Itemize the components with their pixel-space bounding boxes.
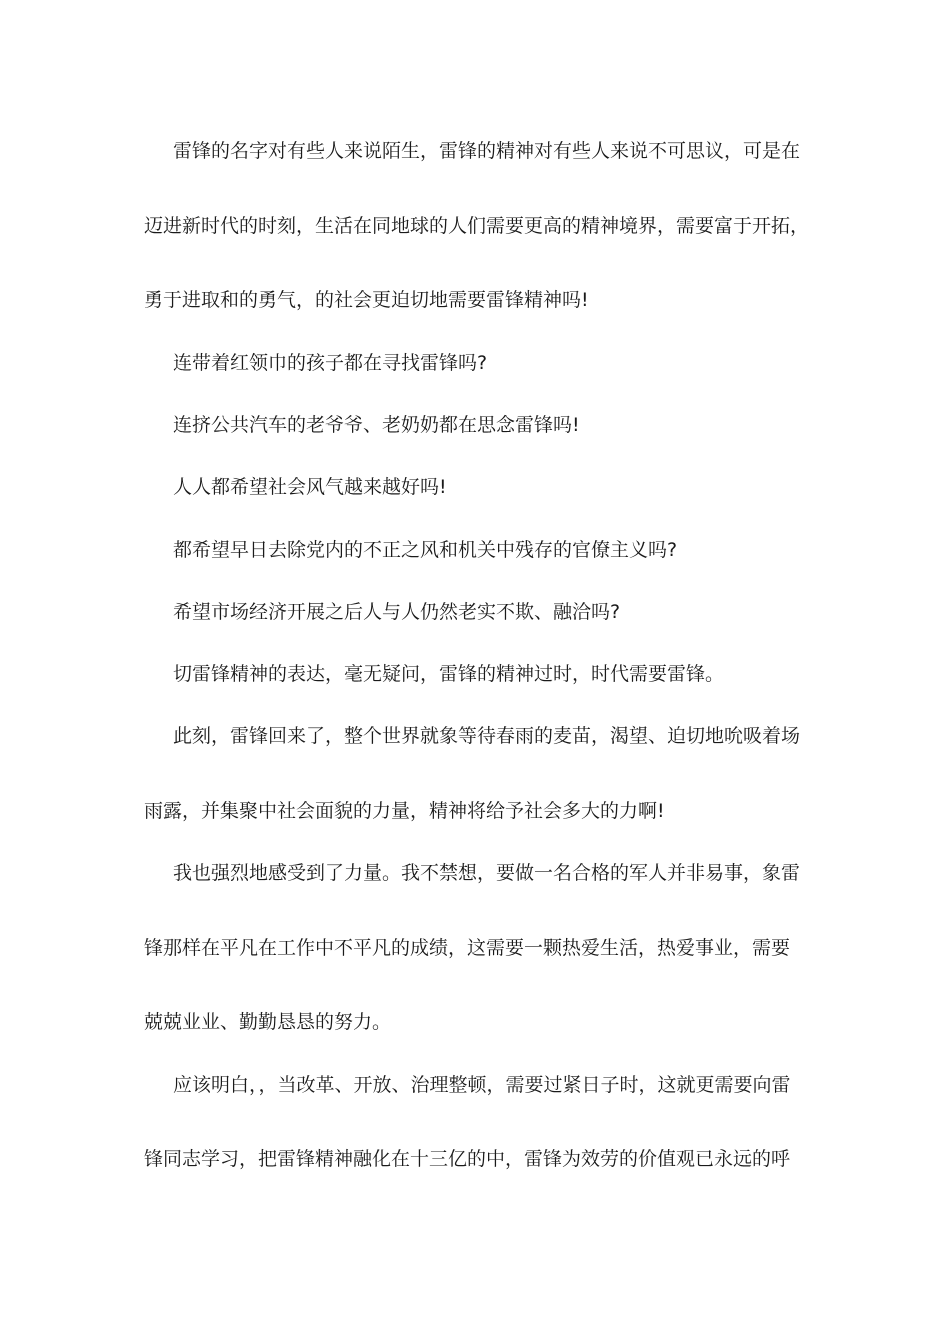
text-line: 锋那样在平凡在工作中不平凡的成绩，这需要一颗热爱生活，热爱事业，需要 (144, 937, 791, 959)
text-line: 连挤公共汽车的老爷爷、老奶奶都在思念雷锋吗! (173, 414, 580, 436)
text-line: 迈进新时代的时刻，生活在同地球的人们需要更高的精神境界，需要富于开拓， (144, 215, 810, 237)
text-line: 勇于进取和的勇气，的社会更迫切地需要雷锋精神吗! (144, 289, 589, 311)
text-line: 锋同志学习，把雷锋精神融化在十三亿的中，雷锋为效劳的价值观已永远的呼 (144, 1148, 791, 1170)
text-line: 兢兢业业、勤勤恳恳的努力。 (144, 1011, 392, 1033)
text-line: 雨露，并集聚中社会面貌的力量，精神将给予社会多大的力啊! (144, 800, 665, 822)
text-line: 应该明白，，当改革、开放、治理整顿，需要过紧日子时，这就更需要向雷 (173, 1074, 791, 1096)
text-line: 雷锋的名字对有些人来说陌生，雷锋的精神对有些人来说不可思议，可是在 (173, 140, 801, 162)
text-line: 希望市场经济开展之后人与人仍然老实不欺、融洽吗? (173, 601, 621, 623)
text-line: 连带着红领巾的孩子都在寻找雷锋吗? (173, 352, 488, 374)
text-line: 此刻，雷锋回来了，整个世界就象等待春雨的麦苗，渴望、迫切地吮吸着场 (173, 725, 801, 747)
text-line: 切雷锋精神的表达，毫无疑问，雷锋的精神过时，时代需要雷锋。 (173, 663, 725, 685)
text-line: 都希望早日去除党内的不正之风和机关中残存的官僚主义吗? (173, 539, 678, 561)
text-line: 人人都希望社会风气越来越好吗! (173, 476, 447, 498)
text-line: 我也强烈地感受到了力量。我不禁想，要做一名合格的军人并非易事，象雷 (173, 862, 801, 884)
